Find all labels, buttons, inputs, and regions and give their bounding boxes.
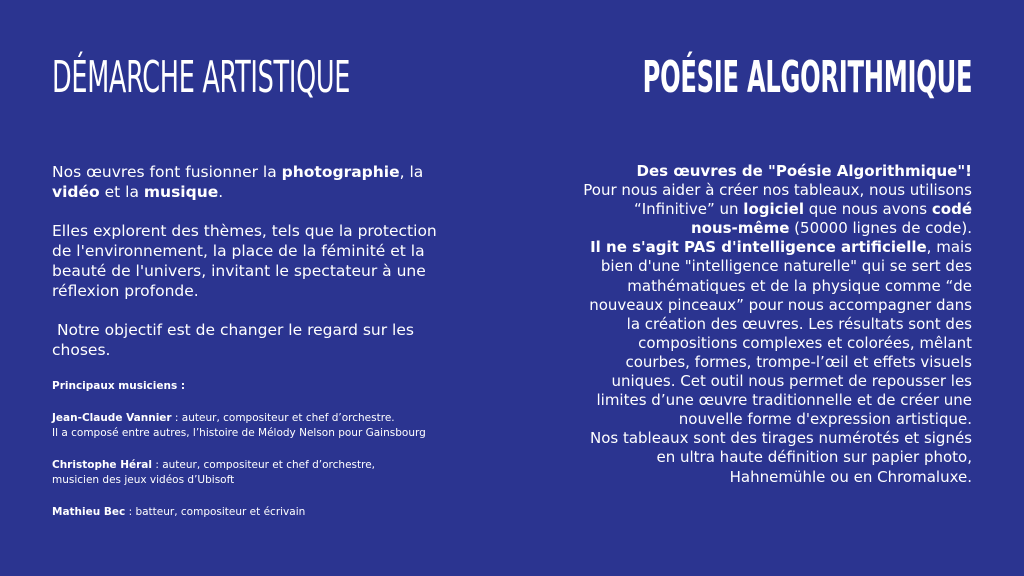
artistic-approach-column [52, 162, 452, 537]
text: que nous avons [803, 200, 932, 219]
musician-name: Mathieu Bec [52, 506, 126, 518]
prints-paragraph: Nos tableaux sont des tirages numérotés et signés en ultra haute définition sur papier photo, Hahnemühle ou en Chromaluxe. [589, 429, 972, 486]
bold-video: vidéo [52, 183, 100, 201]
software-paragraph [582, 181, 972, 238]
bold-musique: musique [143, 183, 219, 201]
bold-logiciel: logiciel [743, 200, 804, 219]
text: . [218, 183, 224, 201]
themes-paragraph: Elles explorent des thèmes, tels que la protection de l'environnement, la place de la féminité et la beauté de l'univers, invitant le spectateur à une réflexion profonde. [52, 222, 437, 300]
musician-name: Christophe Héral [52, 459, 152, 471]
musician-entry [52, 505, 452, 520]
musicians-title-text: Principaux musiciens : [52, 380, 186, 392]
musician-role: : auteur, compositeur et chef d’orchestre. [171, 412, 395, 424]
bold-not-ai: Il ne s'agit PAS d'intelligence artificielle [590, 238, 927, 257]
text: (50000 lignes de code). [789, 219, 972, 238]
left-heading: DÉMARCHE ARTISTIQUE [52, 52, 351, 103]
bold-photographie: photographie [281, 163, 400, 181]
objective-paragraph: Notre objectif est de changer le regard sur les choses. [52, 321, 419, 359]
text: Nos œuvres font fusionner la [52, 163, 282, 181]
musician-role: : auteur, compositeur et chef d’orchestre, [151, 459, 376, 471]
musician-entry [52, 411, 452, 441]
right-heading: POÉSIE ALGORITHMIQUE [642, 52, 972, 103]
musician-name: Jean-Claude Vannier [52, 412, 172, 424]
text: , la [399, 163, 424, 181]
text: , mais bien d'une "intelligence naturelle" qui se sert des mathématiques et de la physique comme “de nouveaux pinceaux” pour nous accompagner dans la création des œuvres. Les résultats sont des compositions complexes et colorées, mêlant courbes, formes, trompe-l’œil et effets visuels uniques. Cet outil nous permet de repousser les limites d’une œuvre traditionnelle et de créer une nouvelle forme d'expression artistique. [589, 238, 972, 429]
musician-entry [52, 458, 452, 488]
musician-extra: Il a composé entre autres, l’histoire de Mélody Nelson pour Gainsbourg [52, 427, 426, 439]
intro-paragraph [52, 162, 452, 202]
bold-intro: Des œuvres de "Poésie Algorithmique"! [636, 162, 972, 180]
algorithmic-poetry-column [582, 162, 972, 487]
text: et la [99, 183, 144, 201]
musicians-title [52, 379, 452, 394]
not-ai-paragraph [582, 238, 972, 429]
text: Pour nous aider à créer nos tableaux, nous utilisons “Infinitive” un [583, 181, 972, 219]
intro-line [582, 162, 972, 181]
musician-role: : batteur, compositeur et écrivain [125, 506, 306, 518]
bold-code: codé nous-même [690, 200, 972, 238]
musician-extra: musicien des jeux vidéos d’Ubisoft [52, 474, 235, 486]
